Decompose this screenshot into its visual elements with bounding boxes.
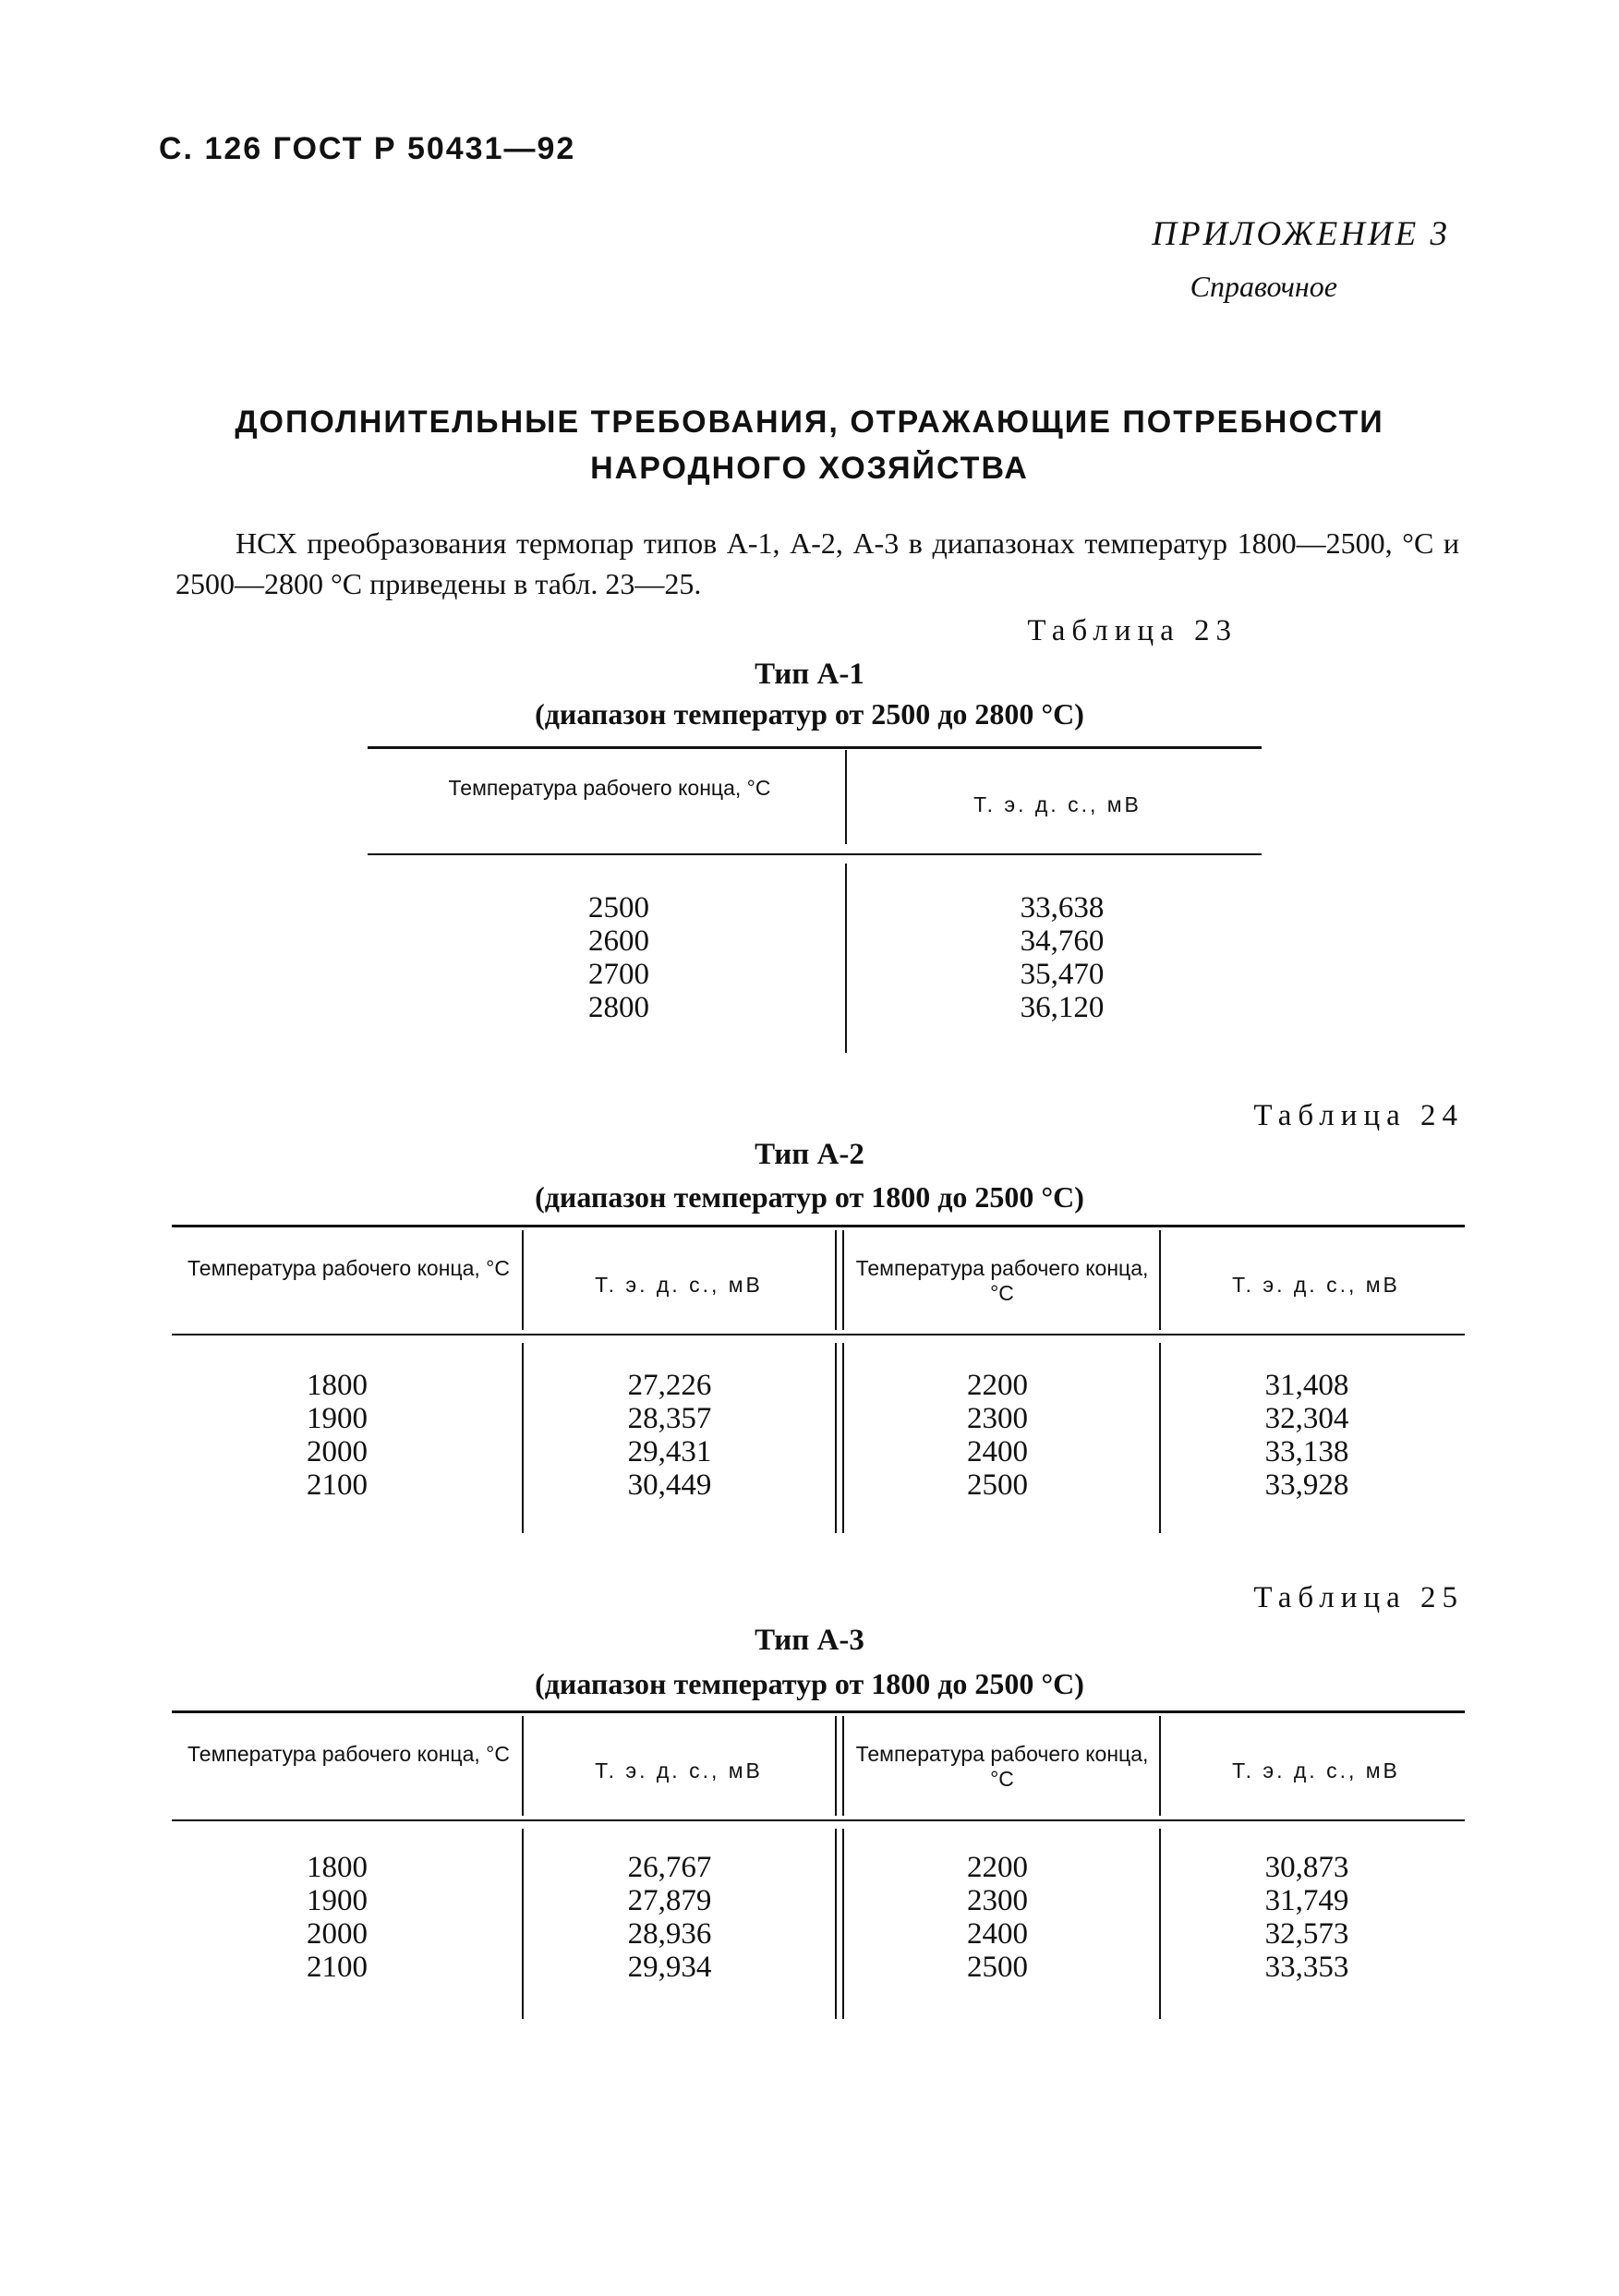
table-cell: 2700 [588,958,649,991]
temperature-column [240,1369,434,1502]
table-header-rule [368,853,1262,855]
column-header-emf: Т. э. д. с., мВ [973,792,1142,816]
table-double-divider [835,1230,837,1330]
table-top-rule [172,1710,1465,1713]
temperature-column [240,1851,434,1984]
table-column-divider [522,1343,524,1533]
table-cell: 31,749 [1264,1884,1349,1917]
document-title-line1: ДОПОЛНИТЕЛЬНЫЕ ТРЕБОВАНИЯ, ОТРАЖАЮЩИЕ ПОТРЕБНОСТИ [235,405,1384,440]
table-column-divider [1159,1230,1161,1330]
temperature-column [517,891,720,1024]
table-cell: 27,226 [627,1369,712,1402]
table-cell: 32,304 [1264,1402,1349,1435]
table-column-divider [522,1716,524,1816]
table-top-rule [368,746,1262,749]
intro-paragraph: НСХ преобразования термопар типов А-1, А-2, А-3 в диапазонах температур 1800—2500, °С и 2500—2800 °С приведены в табл. 23—25. [175,526,1459,600]
table-cell: 31,408 [1264,1369,1349,1402]
table-cell: 36,120 [1020,991,1105,1024]
table-double-divider [842,1829,844,2019]
page-header: С. 126 ГОСТ Р 50431—92 [159,131,576,166]
table-cell: 33,638 [1020,891,1105,924]
column-header-temperature: Температура рабочего конца, °С [855,1742,1149,1791]
column-header-emf: Т. э. д. с., мВ [595,1273,763,1297]
table-cell: 32,573 [1264,1917,1349,1951]
table-header-rule [172,1334,1465,1335]
table-column-divider [845,864,847,1053]
emf-column [961,891,1164,1024]
table-23-number: Таблица 23 [1027,614,1238,647]
table-cell: 1900 [307,1402,368,1435]
table-column-divider [1159,1343,1161,1533]
table-column-divider [1159,1716,1161,1816]
table-25-type: Тип А-3 [755,1624,864,1657]
emf-column [1210,1369,1404,1502]
table-double-divider [835,1716,837,1816]
table-cell: 1800 [307,1851,368,1884]
column-header-temperature: Температура рабочего конца, °С [448,776,771,800]
temperature-column [900,1369,1094,1502]
table-cell: 2400 [967,1917,1028,1951]
table-cell: 2100 [307,1951,368,1984]
table-cell: 2200 [967,1369,1028,1402]
table-column-divider [1159,1829,1161,2019]
table-cell: 34,760 [1020,924,1105,958]
table-double-divider [842,1230,844,1330]
table-cell: 2300 [967,1402,1028,1435]
table-cell: 35,470 [1020,958,1105,991]
table-25-range: (диапазон температур от 1800 до 2500 °С) [535,1667,1084,1700]
table-cell: 2000 [307,1917,368,1951]
emf-column [573,1851,767,1984]
table-double-divider [842,1343,844,1533]
table-cell: 28,357 [627,1402,712,1435]
table-cell: 33,353 [1264,1951,1349,1984]
temperature-column [900,1851,1094,1984]
table-cell: 2000 [307,1435,368,1468]
appendix-type: Справочное [1190,270,1337,303]
table-cell: 1900 [307,1884,368,1917]
column-header-emf: Т. э. д. с., мВ [1232,1273,1400,1297]
table-cell: 2500 [588,891,649,924]
table-cell: 2200 [967,1851,1028,1884]
table-column-divider [522,1829,524,2019]
appendix-label: ПРИЛОЖЕНИЕ 3 [1152,215,1450,253]
table-cell: 2300 [967,1884,1028,1917]
table-cell: 2600 [588,924,649,958]
column-header-temperature: Температура рабочего конца, °С [187,1256,510,1280]
table-cell: 2500 [967,1468,1028,1502]
table-column-divider [845,750,847,844]
table-cell: 29,934 [627,1951,712,1984]
column-header-temperature: Температура рабочего конца, °С [187,1742,510,1766]
table-cell: 33,928 [1264,1468,1349,1502]
table-23-type: Тип А-1 [755,658,864,691]
table-cell: 2800 [588,991,649,1024]
emf-column [1210,1851,1404,1984]
table-24-type: Тип А-2 [755,1138,864,1171]
table-cell: 1800 [307,1369,368,1402]
table-cell: 30,873 [1264,1851,1349,1884]
table-cell: 28,936 [627,1917,712,1951]
table-24-number: Таблица 24 [1253,1099,1464,1132]
table-cell: 26,767 [627,1851,712,1884]
table-double-divider [835,1343,837,1533]
table-24-range: (диапазон температур от 1800 до 2500 °С) [535,1180,1084,1214]
column-header-temperature: Температура рабочего конца, °С [855,1256,1149,1305]
table-cell: 33,138 [1264,1435,1349,1468]
emf-column [573,1369,767,1502]
table-25-number: Таблица 25 [1253,1581,1464,1614]
column-header-emf: Т. э. д. с., мВ [595,1758,763,1782]
table-header-rule [172,1819,1465,1821]
table-cell: 2100 [307,1468,368,1502]
table-cell: 29,431 [627,1435,712,1468]
table-double-divider [842,1716,844,1816]
table-top-rule [172,1225,1465,1227]
table-cell: 2500 [967,1951,1028,1984]
table-cell: 30,449 [627,1468,712,1502]
document-title-line2: НАРОДНОГО ХОЗЯЙСТВА [590,451,1029,486]
table-23-range: (диапазон температур от 2500 до 2800 °С) [535,697,1084,731]
table-cell: 2400 [967,1435,1028,1468]
table-double-divider [835,1829,837,2019]
table-cell: 27,879 [627,1884,712,1917]
table-column-divider [522,1230,524,1330]
column-header-emf: Т. э. д. с., мВ [1232,1758,1400,1782]
